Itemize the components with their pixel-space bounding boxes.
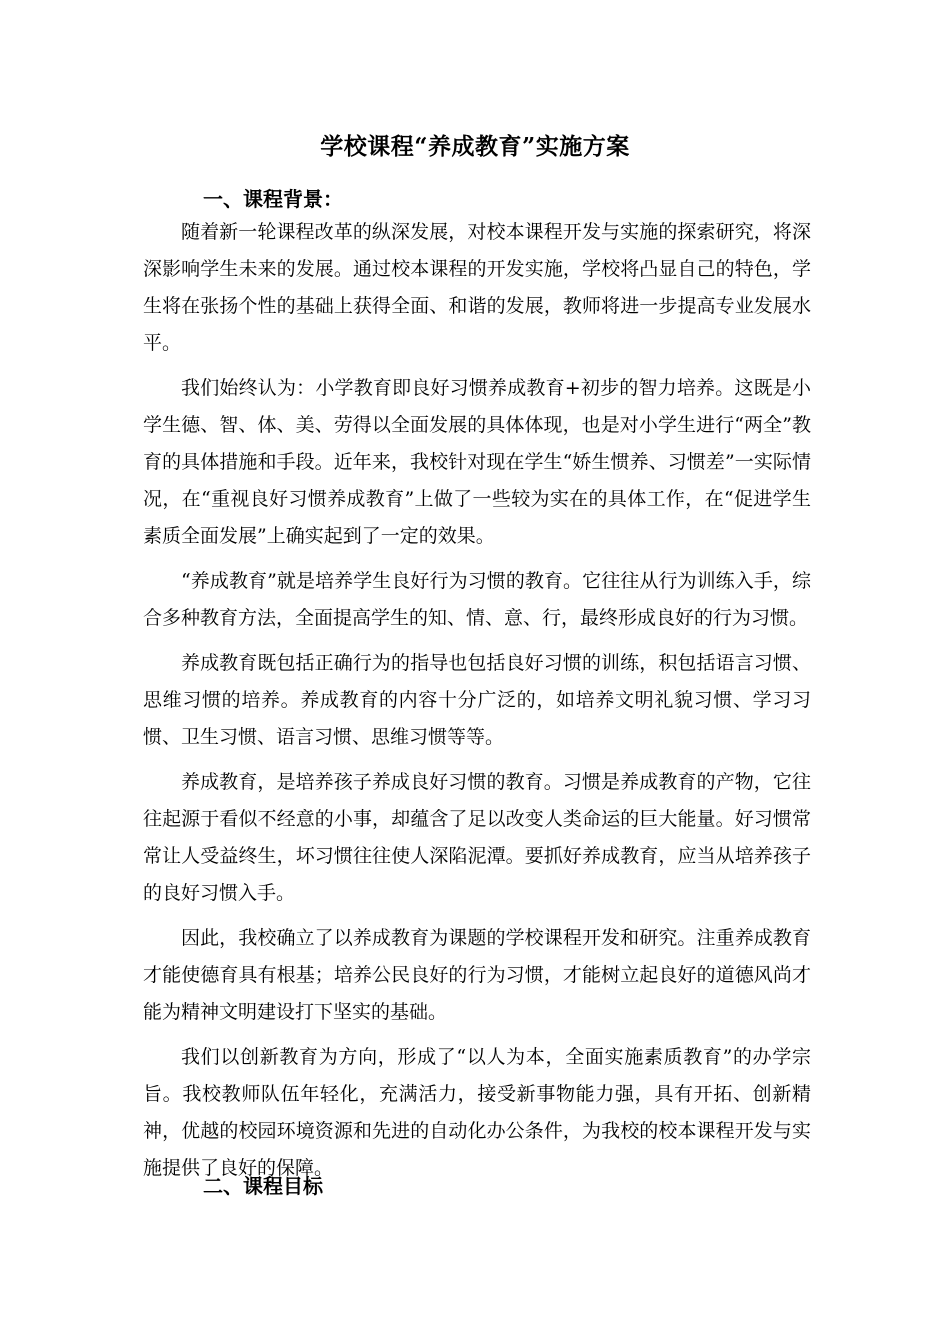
section-heading-background: 一、课程背景： <box>203 187 343 211</box>
document-title: 学校课程“养成教育”实施方案 <box>320 133 630 160</box>
paragraph: 随着新一轮课程改革的纵深发展，对校本课程开发与实施的探索研究，将深深影响学生未来的发展。通过校本课程的开发实施，学校将凸显自己的特色，学生将在张扬个性的基础上获得全面、和谐的发展，教师将进一步提高专业发展水平。 <box>143 221 811 354</box>
paragraph: 我们始终认为：小学教育即良好习惯养成教育+初步的智力培养。这既是小学生德、智、体、美、劳得以全面发展的具体体现，也是对小学生进行“两全”教育的具体措施和手段。近年来，我校针对现在学生“娇生惯养、习惯差”一实际情况，在“重视良好习惯养成教育”上做了一些较为实在的具体工作，在“促进学生素质全面发展”上确实起到了一定的效果。 <box>143 377 811 547</box>
paragraph: “养成教育”就是培养学生良好行为习惯的教育。它往往从行为训练入手，综合多种教育方法，全面提高学生的知、情、意、行，最终形成良好的行为习惯。 <box>143 570 811 629</box>
section-body-background <box>143 214 811 1195</box>
paragraph: 养成教育，是培养孩子养成良好习惯的教育。习惯是养成教育的产物，它往往起源于看似不经意的小事，却蕴含了足以改变人类命运的巨大能量。好习惯常常让人受益终生，坏习惯往往使人深陷泥潭。要抓好养成教育，应当从培养孩子的良好习惯入手。 <box>143 771 811 904</box>
section-heading-goals: 二、课程目标 <box>203 1174 323 1198</box>
paragraph: 养成教育既包括正确行为的指导也包括良好习惯的训练，积包括语言习惯、思维习惯的培养。养成教育的内容十分广泛的，如培养文明礼貌习惯、学习习惯、卫生习惯、语言习惯、思维习惯等等。 <box>143 652 811 748</box>
paragraph: 我们以创新教育为方向，形成了“以人为本，全面实施素质教育”的办学宗旨。我校教师队伍年轻化，充满活力，接受新事物能力强，具有开拓、创新精神，优越的校园环境资源和先进的自动化办公条件，为我校的校本课程开发与实施提供了良好的保障。 <box>143 1046 811 1179</box>
paragraph: 因此，我校确立了以养成教育为课题的学校课程开发和研究。注重养成教育才能使德育具有根基；培养公民良好的行为习惯，才能树立起良好的道德风尚才能为精神文明建设打下坚实的基础。 <box>143 927 811 1023</box>
